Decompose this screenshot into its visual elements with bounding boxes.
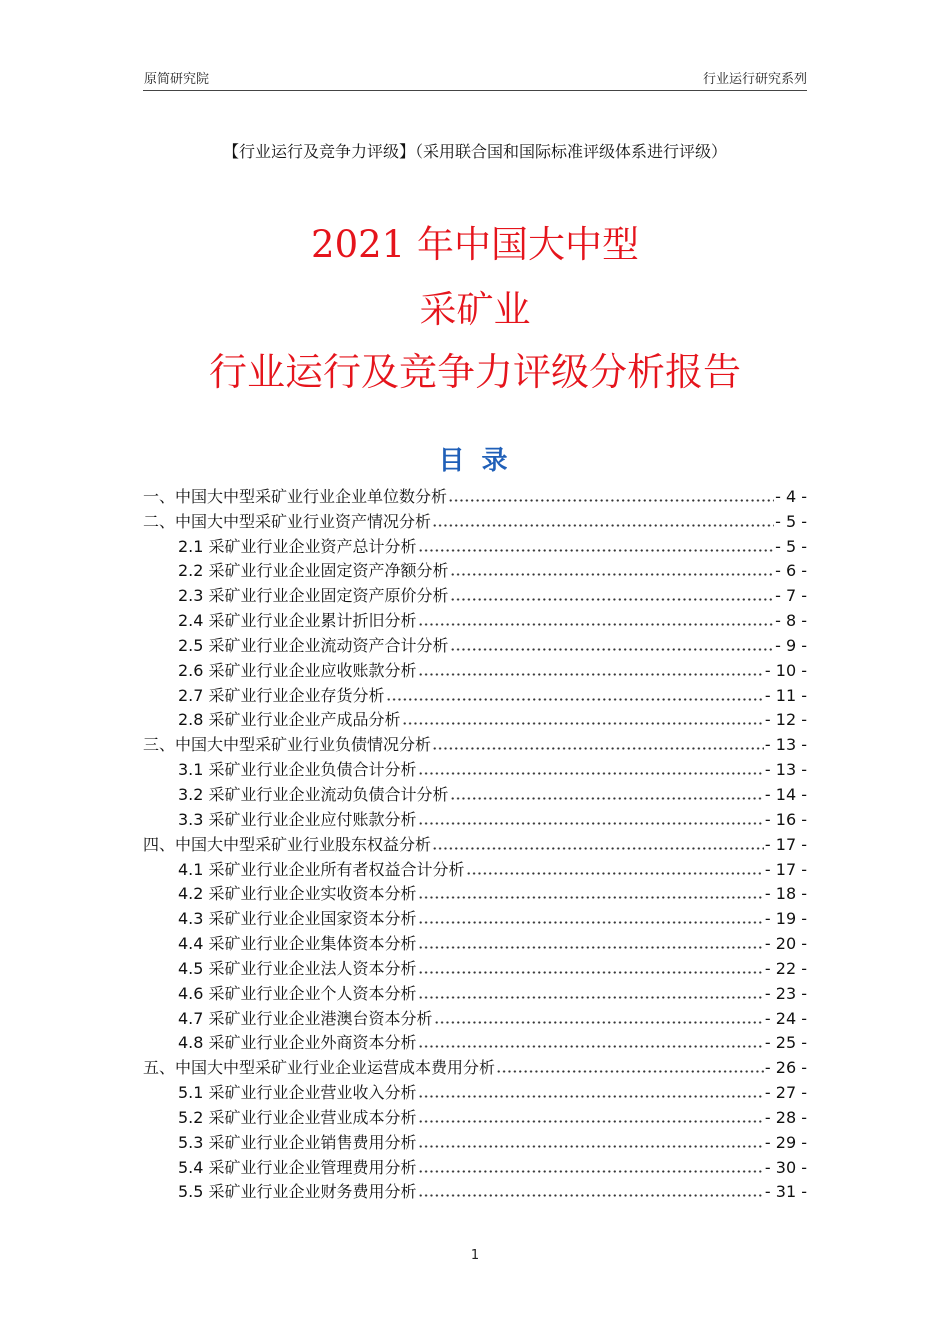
toc-dot-leader <box>386 697 764 702</box>
toc-entry-page: - 17 - <box>764 859 807 879</box>
toc-subsection-entry[interactable] <box>143 1154 807 1179</box>
toc-entry-page: - 19 - <box>764 909 807 929</box>
toc-dot-leader <box>418 1144 764 1149</box>
toc-subsection-entry[interactable] <box>143 1104 807 1129</box>
toc-entry-label: 五、中国大中型采矿业行业企业运营成本费用分析 <box>143 1058 496 1078</box>
toc-dot-leader <box>496 1069 764 1074</box>
toc-entry-page: - 25 - <box>764 1033 807 1053</box>
toc-dot-leader <box>418 995 764 1000</box>
toc-dot-leader <box>418 672 764 677</box>
toc-entry-label: 2.2 采矿业行业企业固定资产净额分析 <box>178 561 449 581</box>
toc-dot-leader <box>418 895 764 900</box>
toc-section-entry[interactable] <box>143 483 807 508</box>
toc-entry-page: - 13 - <box>764 760 807 780</box>
toc-entry-page: - 27 - <box>764 1083 807 1103</box>
toc-entry-label: 4.3 采矿业行业企业国家资本分析 <box>178 909 417 929</box>
toc-subsection-entry[interactable] <box>143 682 807 707</box>
toc-entry-label: 2.4 采矿业行业企业累计折旧分析 <box>178 611 417 631</box>
header-left-text: 原简研究院 <box>144 72 210 87</box>
toc-dot-leader <box>418 1119 764 1124</box>
toc-entry-page: - 22 - <box>764 958 807 978</box>
toc-dot-leader <box>418 1044 764 1049</box>
toc-subsection-entry[interactable] <box>143 930 807 955</box>
toc-dot-leader <box>432 846 764 851</box>
toc-dot-leader <box>466 871 764 876</box>
toc-section-entry[interactable] <box>143 508 807 533</box>
toc-subsection-entry[interactable] <box>143 955 807 980</box>
toc-entry-label: 5.4 采矿业行业企业管理费用分析 <box>178 1157 417 1177</box>
toc-dot-leader <box>450 572 775 577</box>
toc-dot-leader <box>434 1020 764 1025</box>
toc-dot-leader <box>450 597 775 602</box>
toc-dot-leader <box>448 498 774 503</box>
toc-dot-leader <box>418 1094 764 1099</box>
toc-dot-leader <box>402 721 764 726</box>
toc-entry-label: 5.3 采矿业行业企业销售费用分析 <box>178 1132 417 1152</box>
toc-entry-label: 二、中国大中型采矿业行业资产情况分析 <box>143 511 432 531</box>
toc-entry-page: - 29 - <box>764 1132 807 1152</box>
toc-entry-page: - 10 - <box>764 660 807 680</box>
toc-entry-label: 一、中国大中型采矿业行业企业单位数分析 <box>143 486 448 506</box>
toc-entry-page: - 18 - <box>764 884 807 904</box>
toc-dot-leader <box>450 647 775 652</box>
toc-entry-label: 4.1 采矿业行业企业所有者权益合计分析 <box>178 859 465 879</box>
report-title-line-3: 行业运行及竞争力评级分析报告 <box>208 350 741 394</box>
toc-subsection-entry[interactable] <box>143 881 807 906</box>
toc-subsection-entry[interactable] <box>143 707 807 732</box>
toc-subsection-entry[interactable] <box>143 856 807 881</box>
toc-dot-leader <box>418 945 764 950</box>
toc-entry-label: 4.8 采矿业行业企业外商资本分析 <box>178 1033 417 1053</box>
toc-entry-label: 2.6 采矿业行业企业应收账款分析 <box>178 660 417 680</box>
toc-entry-page: - 24 - <box>764 1008 807 1028</box>
toc-entry-page: - 16 - <box>764 809 807 829</box>
toc-dot-leader <box>432 746 764 751</box>
toc-entry-label: 四、中国大中型采矿业行业股东权益分析 <box>143 834 432 854</box>
page-number: 1 <box>470 1248 480 1263</box>
toc-entry-page: - 12 - <box>764 710 807 730</box>
toc-entry-label: 4.7 采矿业行业企业港澳台资本分析 <box>178 1008 433 1028</box>
toc-entry-label: 5.1 采矿业行业企业营业收入分析 <box>178 1083 417 1103</box>
toc-section-entry[interactable] <box>143 1054 807 1079</box>
toc-section-entry[interactable] <box>143 731 807 756</box>
toc-entry-page: - 11 - <box>764 685 807 705</box>
toc-entry-page: - 8 - <box>775 611 807 631</box>
toc-subsection-entry[interactable] <box>143 1030 807 1055</box>
toc-entry-page: - 20 - <box>764 934 807 954</box>
toc-entry-page: - 13 - <box>764 735 807 755</box>
toc-subsection-entry[interactable] <box>143 1179 807 1204</box>
toc-subsection-entry[interactable] <box>143 1005 807 1030</box>
toc-entry-page: - 31 - <box>764 1182 807 1202</box>
toc-subsection-entry[interactable] <box>143 1129 807 1154</box>
toc-entry-label: 2.7 采矿业行业企业存货分析 <box>178 685 385 705</box>
toc-entry-label: 2.8 采矿业行业企业产成品分析 <box>178 710 401 730</box>
toc-entry-page: - 5 - <box>775 536 807 556</box>
header-divider <box>143 90 807 91</box>
report-title-line-2: 采矿业 <box>419 288 531 331</box>
toc-subsection-entry[interactable] <box>143 632 807 657</box>
toc-dot-leader <box>418 1169 764 1174</box>
toc-entry-page: - 4 - <box>775 486 807 506</box>
toc-entry-label: 4.6 采矿业行业企业个人资本分析 <box>178 983 417 1003</box>
toc-subsection-entry[interactable] <box>143 781 807 806</box>
toc-subsection-entry[interactable] <box>143 980 807 1005</box>
toc-dot-leader <box>418 622 775 627</box>
toc-section-entry[interactable] <box>143 831 807 856</box>
toc-subsection-entry[interactable] <box>143 607 807 632</box>
toc-subsection-entry[interactable] <box>143 806 807 831</box>
toc-entry-label: 3.3 采矿业行业企业应付账款分析 <box>178 809 417 829</box>
toc-entry-label: 2.5 采矿业行业企业流动资产合计分析 <box>178 635 449 655</box>
rating-note: 【行业运行及竞争力评级】（采用联合国和国际标准评级体系进行评级） <box>222 142 727 161</box>
toc-entry-page: - 6 - <box>775 561 807 581</box>
toc-dot-leader <box>418 548 775 553</box>
toc-entry-label: 3.1 采矿业行业企业负债合计分析 <box>178 760 417 780</box>
toc-entry-label: 2.1 采矿业行业企业资产总计分析 <box>178 536 417 556</box>
toc-subsection-entry[interactable] <box>143 756 807 781</box>
toc-entry-label: 2.3 采矿业行业企业固定资产原价分析 <box>178 586 449 606</box>
table-of-contents <box>143 483 807 1203</box>
toc-entry-page: - 5 - <box>775 511 807 531</box>
toc-entry-page: - 7 - <box>775 586 807 606</box>
toc-entry-page: - 23 - <box>764 983 807 1003</box>
toc-subsection-entry[interactable] <box>143 582 807 607</box>
toc-entry-label: 5.5 采矿业行业企业财务费用分析 <box>178 1182 417 1202</box>
toc-entry-label: 4.4 采矿业行业企业集体资本分析 <box>178 934 417 954</box>
toc-dot-leader <box>432 523 774 528</box>
toc-dot-leader <box>418 1193 764 1198</box>
toc-dot-leader <box>418 821 764 826</box>
toc-dot-leader <box>418 970 764 975</box>
toc-entry-page: - 9 - <box>775 635 807 655</box>
toc-subsection-entry[interactable] <box>143 558 807 583</box>
toc-entry-page: - 14 - <box>764 784 807 804</box>
toc-subsection-entry[interactable] <box>143 533 807 558</box>
toc-entry-page: - 26 - <box>764 1058 807 1078</box>
header-right-text: 行业运行研究系列 <box>702 72 807 87</box>
toc-entry-label: 3.2 采矿业行业企业流动负债合计分析 <box>178 784 449 804</box>
toc-dot-leader <box>418 771 764 776</box>
toc-entry-page: - 17 - <box>764 834 807 854</box>
toc-entry-label: 4.2 采矿业行业企业实收资本分析 <box>178 884 417 904</box>
toc-subsection-entry[interactable] <box>143 905 807 930</box>
toc-heading: 目 录 <box>438 446 512 476</box>
toc-dot-leader <box>418 920 764 925</box>
report-title-line-1: 2021 年中国大中型 <box>311 223 639 266</box>
toc-subsection-entry[interactable] <box>143 1079 807 1104</box>
toc-subsection-entry[interactable] <box>143 657 807 682</box>
toc-entry-page: - 30 - <box>764 1157 807 1177</box>
toc-entry-label: 三、中国大中型采矿业行业负债情况分析 <box>143 735 432 755</box>
toc-entry-label: 5.2 采矿业行业企业营业成本分析 <box>178 1107 417 1127</box>
toc-entry-page: - 28 - <box>764 1107 807 1127</box>
toc-dot-leader <box>450 796 764 801</box>
toc-entry-label: 4.5 采矿业行业企业法人资本分析 <box>178 958 417 978</box>
